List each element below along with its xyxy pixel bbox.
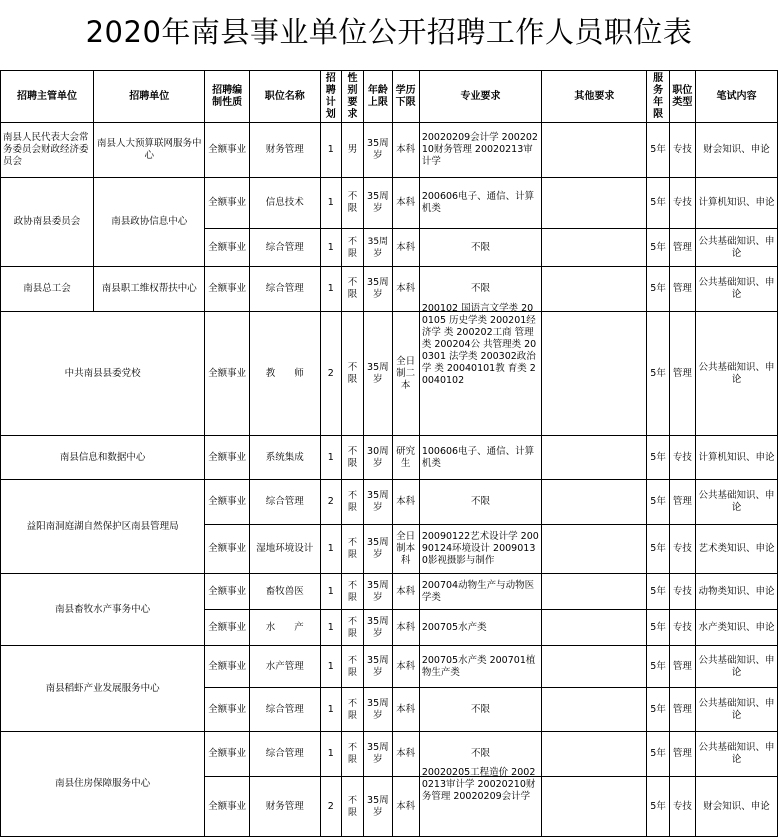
unit-cell: 南县人大预算联网服务中心 [94, 123, 205, 178]
age-cell: 35周岁 [364, 178, 392, 229]
years-cell: 5年 [647, 777, 669, 837]
major-cell: 100606电子、通信、计算机类 [419, 436, 541, 480]
age-cell: 35周岁 [364, 229, 392, 267]
other-cell [542, 312, 647, 436]
type-cell: 管理 [669, 688, 695, 732]
table-row [1, 178, 778, 229]
edu-cell: 本科 [392, 480, 419, 525]
header-cell: 职位名称 [249, 71, 320, 123]
nature-cell: 全额事业 [205, 436, 250, 480]
exam-cell: 计算机知识、申论 [695, 436, 777, 480]
age-cell: 30周岁 [364, 436, 392, 480]
gender-cell: 不限 [341, 732, 363, 777]
dept-cell: 政协南县委员会 [1, 178, 94, 267]
header-cell: 招聘计划 [320, 71, 341, 123]
gender-cell: 不限 [341, 688, 363, 732]
major-text: 200102 国语言文学类 200105 历史学类 200201经济学 类 200202工商 管理类 200204公 共管理类 200301 法学类 200302政治学 类 20040101教 育类 20040102 [421, 303, 537, 386]
other-cell [542, 688, 647, 732]
major-cell: 200705水产类 [419, 610, 541, 646]
age-cell: 35周岁 [364, 574, 392, 610]
years-cell: 5年 [647, 610, 669, 646]
age-cell: 35周岁 [364, 777, 392, 837]
gender-cell: 不限 [341, 178, 363, 229]
table-row [1, 646, 778, 688]
dept-cell: 南县稻虾产业发展服务中心 [1, 646, 205, 732]
position-cell: 湿地环境设计 [249, 525, 320, 574]
nature-cell: 全额事业 [205, 178, 250, 229]
major-cell: 不限 [419, 480, 541, 525]
header-cell: 服务年限 [647, 71, 669, 123]
gender-cell: 不限 [341, 777, 363, 837]
position-cell: 综合管理 [249, 688, 320, 732]
exam-cell: 公共基础知识、申论 [695, 646, 777, 688]
gender-cell: 不限 [341, 312, 363, 436]
major-cell: 20020209会计学 20020210财务管理 20020213审计学 [419, 123, 541, 178]
edu-cell: 全日制二本 [392, 312, 419, 436]
table-row [1, 732, 778, 777]
plan-cell: 1 [320, 229, 341, 267]
other-cell [542, 229, 647, 267]
exam-cell: 财会知识、申论 [695, 777, 777, 837]
years-cell: 5年 [647, 688, 669, 732]
years-cell: 5年 [647, 480, 669, 525]
edu-cell: 本科 [392, 688, 419, 732]
header-cell: 专业要求 [419, 71, 541, 123]
plan-cell: 1 [320, 610, 341, 646]
nature-cell: 全额事业 [205, 574, 250, 610]
major-cell: 20090122艺术设计学 20090124环境设计 20090130影视摄影与制作 [419, 525, 541, 574]
plan-cell: 2 [320, 480, 341, 525]
nature-cell: 全额事业 [205, 688, 250, 732]
age-cell: 35周岁 [364, 480, 392, 525]
plan-cell: 1 [320, 688, 341, 732]
header-cell: 其他要求 [542, 71, 647, 123]
position-cell: 水 产 [249, 610, 320, 646]
header-cell: 招聘编制性质 [205, 71, 250, 123]
type-cell: 管理 [669, 646, 695, 688]
type-cell: 管理 [669, 480, 695, 525]
position-cell: 综合管理 [249, 267, 320, 312]
nature-cell: 全额事业 [205, 732, 250, 777]
other-cell [542, 436, 647, 480]
other-cell [542, 610, 647, 646]
other-cell [542, 777, 647, 837]
type-cell: 管理 [669, 267, 695, 312]
gender-cell: 不限 [341, 229, 363, 267]
plan-cell: 2 [320, 312, 341, 436]
exam-cell: 公共基础知识、申论 [695, 732, 777, 777]
table-row [1, 267, 778, 312]
position-cell: 财务管理 [249, 777, 320, 837]
edu-cell: 本科 [392, 610, 419, 646]
edu-cell: 本科 [392, 229, 419, 267]
edu-cell: 全日制本科 [392, 525, 419, 574]
type-cell: 专技 [669, 525, 695, 574]
other-cell [542, 123, 647, 178]
table-row [1, 436, 778, 480]
edu-cell: 本科 [392, 777, 419, 837]
edu-cell: 研究生 [392, 436, 419, 480]
gender-cell: 不限 [341, 610, 363, 646]
exam-cell: 公共基础知识、申论 [695, 688, 777, 732]
exam-cell: 公共基础知识、申论 [695, 229, 777, 267]
age-cell: 35周岁 [364, 312, 392, 436]
other-cell [542, 525, 647, 574]
other-cell [542, 480, 647, 525]
position-cell: 教 师 [249, 312, 320, 436]
years-cell: 5年 [647, 574, 669, 610]
years-cell: 5年 [647, 178, 669, 229]
plan-cell: 1 [320, 267, 341, 312]
major-cell: 不限 [419, 732, 541, 777]
gender-cell: 男 [341, 123, 363, 178]
nature-cell: 全额事业 [205, 480, 250, 525]
years-cell: 5年 [647, 312, 669, 436]
major-text: 20020205工程造价 20020213审计学 20020210财务管理 20020209会计学 [421, 767, 536, 802]
header-cell: 笔试内容 [695, 71, 777, 123]
nature-cell: 全额事业 [205, 312, 250, 436]
other-cell [542, 646, 647, 688]
nature-cell: 全额事业 [205, 229, 250, 267]
other-cell [542, 178, 647, 229]
nature-cell: 全额事业 [205, 525, 250, 574]
major-cell: 不限 [419, 267, 541, 312]
dept-cell: 南县信息和数据中心 [1, 436, 205, 480]
edu-cell: 本科 [392, 646, 419, 688]
major-cell [419, 303, 541, 436]
type-cell: 专技 [669, 777, 695, 837]
header-cell: 学历下限 [392, 71, 419, 123]
years-cell: 5年 [647, 646, 669, 688]
years-cell: 5年 [647, 229, 669, 267]
edu-cell: 本科 [392, 267, 419, 312]
header-cell: 招聘主管单位 [1, 71, 94, 123]
plan-cell: 1 [320, 732, 341, 777]
edu-cell: 本科 [392, 178, 419, 229]
other-cell [542, 732, 647, 777]
age-cell: 35周岁 [364, 646, 392, 688]
gender-cell: 不限 [341, 480, 363, 525]
type-cell: 专技 [669, 574, 695, 610]
exam-cell: 水产类知识、申论 [695, 610, 777, 646]
exam-cell: 动物类知识、申论 [695, 574, 777, 610]
position-table [0, 70, 778, 837]
plan-cell: 1 [320, 525, 341, 574]
nature-cell: 全额事业 [205, 610, 250, 646]
position-cell: 综合管理 [249, 480, 320, 525]
position-cell: 信息技术 [249, 178, 320, 229]
nature-cell: 全额事业 [205, 646, 250, 688]
gender-cell: 不限 [341, 646, 363, 688]
major-cell: 200704动物生产与动物医学类 [419, 574, 541, 610]
plan-cell: 2 [320, 777, 341, 837]
years-cell: 5年 [647, 732, 669, 777]
plan-cell: 1 [320, 646, 341, 688]
type-cell: 管理 [669, 312, 695, 436]
edu-cell: 本科 [392, 732, 419, 777]
type-cell: 专技 [669, 123, 695, 178]
unit-cell: 南县职工维权帮扶中心 [94, 267, 205, 312]
gender-cell: 不限 [341, 574, 363, 610]
type-cell: 管理 [669, 229, 695, 267]
position-cell: 系统集成 [249, 436, 320, 480]
exam-cell: 公共基础知识、申论 [695, 267, 777, 312]
years-cell: 5年 [647, 436, 669, 480]
major-cell: 200606电子、通信、计算机类 [419, 178, 541, 229]
page-title: 2020年南县事业单位公开招聘工作人员职位表 [85, 15, 693, 49]
unit-cell: 南县政协信息中心 [94, 178, 205, 267]
type-cell: 专技 [669, 436, 695, 480]
plan-cell: 1 [320, 123, 341, 178]
other-cell [542, 267, 647, 312]
dept-cell: 南县住房保障服务中心 [1, 732, 205, 837]
age-cell: 35周岁 [364, 267, 392, 312]
dept-cell: 南县畜牧水产事务中心 [1, 574, 205, 646]
gender-cell: 不限 [341, 267, 363, 312]
age-cell: 35周岁 [364, 688, 392, 732]
major-cell: 200705水产类 200701植物生产类 [419, 646, 541, 688]
edu-cell: 本科 [392, 123, 419, 178]
dept-cell: 益阳南洞庭湖自然保护区南县管理局 [1, 480, 205, 574]
major-cell [419, 767, 541, 837]
age-cell: 35周岁 [364, 732, 392, 777]
nature-cell: 全额事业 [205, 123, 250, 178]
header-cell: 性别要求 [341, 71, 363, 123]
nature-cell: 全额事业 [205, 267, 250, 312]
table-row [1, 574, 778, 610]
dept-cell: 中共南县县委党校 [1, 312, 205, 436]
plan-cell: 1 [320, 574, 341, 610]
header-row [1, 71, 778, 123]
exam-cell: 计算机知识、申论 [695, 178, 777, 229]
exam-cell: 财会知识、申论 [695, 123, 777, 178]
edu-cell: 本科 [392, 574, 419, 610]
nature-cell: 全额事业 [205, 777, 250, 837]
header-cell: 招聘单位 [94, 71, 205, 123]
position-cell: 综合管理 [249, 732, 320, 777]
position-cell: 畜牧兽医 [249, 574, 320, 610]
plan-cell: 1 [320, 436, 341, 480]
type-cell: 管理 [669, 732, 695, 777]
dept-cell: 南县总工会 [1, 267, 94, 312]
table-row [1, 312, 778, 436]
years-cell: 5年 [647, 525, 669, 574]
gender-cell: 不限 [341, 436, 363, 480]
age-cell: 35周岁 [364, 525, 392, 574]
table-row [1, 123, 778, 178]
dept-cell: 南县人民代表大会常务委员会财政经济委员会 [1, 123, 94, 178]
exam-cell: 艺术类知识、申论 [695, 525, 777, 574]
gender-cell: 不限 [341, 525, 363, 574]
position-cell: 水产管理 [249, 646, 320, 688]
age-cell: 35周岁 [364, 123, 392, 178]
other-cell [542, 574, 647, 610]
table-row [1, 480, 778, 525]
header-cell: 年龄上限 [364, 71, 392, 123]
years-cell: 5年 [647, 123, 669, 178]
header-cell: 职位类型 [669, 71, 695, 123]
age-cell: 35周岁 [364, 610, 392, 646]
exam-cell: 公共基础知识、申论 [695, 480, 777, 525]
type-cell: 专技 [669, 178, 695, 229]
type-cell: 专技 [669, 610, 695, 646]
years-cell: 5年 [647, 267, 669, 312]
plan-cell: 1 [320, 178, 341, 229]
major-cell: 不限 [419, 688, 541, 732]
major-cell: 不限 [419, 229, 541, 267]
position-cell: 财务管理 [249, 123, 320, 178]
position-cell: 综合管理 [249, 229, 320, 267]
exam-cell: 公共基础知识、申论 [695, 312, 777, 436]
